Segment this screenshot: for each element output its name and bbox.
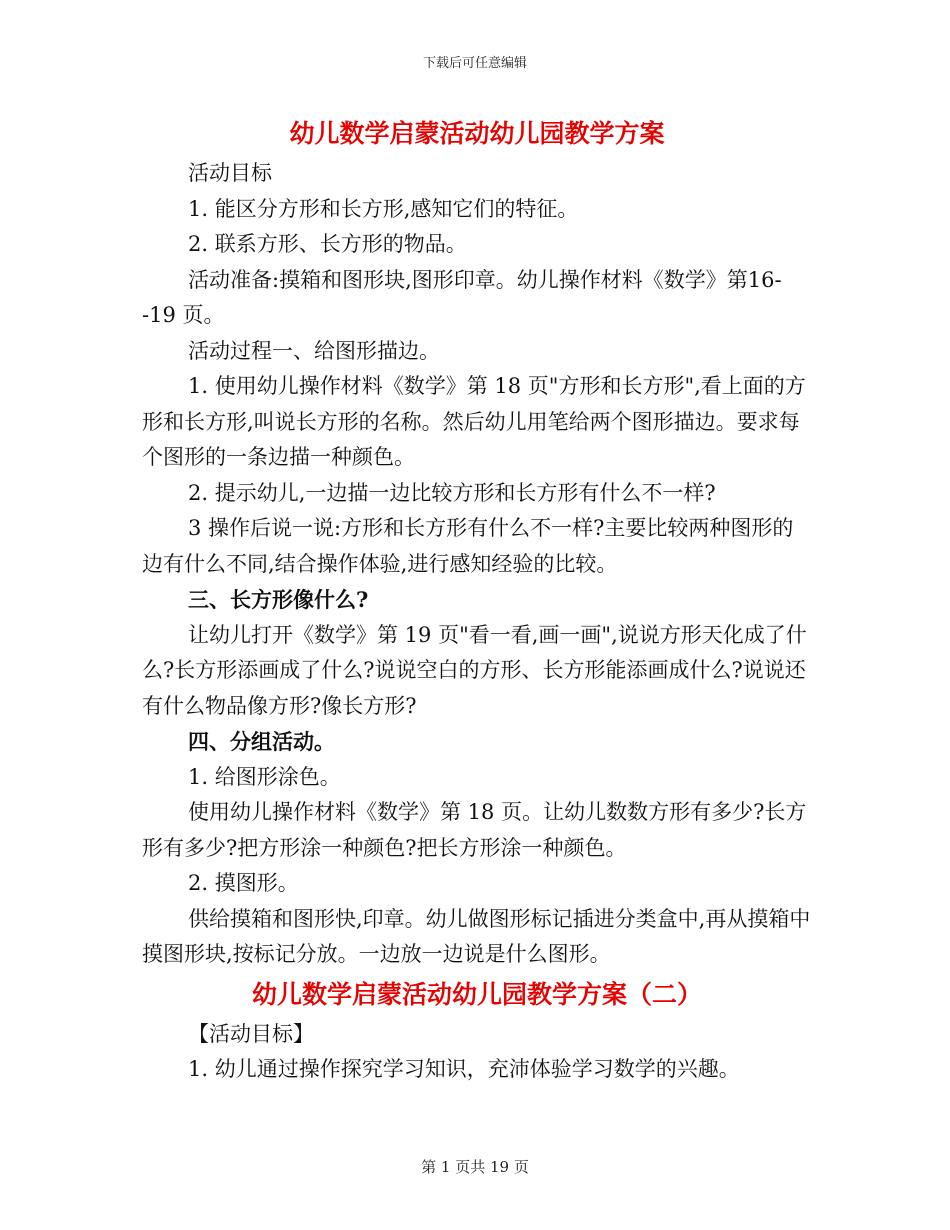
section-heading: 【活动目标】	[188, 1021, 314, 1046]
paragraph: 活动过程一、给图形描边。	[188, 338, 440, 363]
paragraph: 1. 幼儿通过操作探究学习知识，充沛体验学习数学的兴趣。	[188, 1057, 740, 1081]
paragraph: 3 操作后说一说:方形和长方形有什么不一样?主要比较两种图形的边有什么不同,结合操作体验,进行感知经验的比较。	[142, 516, 794, 576]
document-title: 幼儿数学启蒙活动幼儿园教学方案	[289, 119, 665, 148]
paragraph: 2. 联系方形、长方形的物品。	[188, 232, 467, 256]
paragraph: 2. 提示幼儿,一边描一边比较方形和长方形有什么不一样?	[188, 480, 716, 505]
paragraph: 1. 能区分方形和长方形,感知它们的特征。	[188, 196, 579, 221]
page-footer: 第 1 页共 19 页	[421, 1158, 529, 1176]
section-heading: 三、长方形像什么?	[188, 587, 369, 612]
paragraph: 供给摸箱和图形快,印章。幼儿做图形标记插进分类盒中,再从摸箱中摸图形块,按标记分放。一边放一边说是什么图形。	[142, 906, 811, 966]
section-heading: 活动目标	[188, 161, 272, 185]
document-subtitle: 幼儿数学启蒙活动幼儿园教学方案（二）	[251, 979, 702, 1009]
document-body	[142, 112, 812, 1088]
section-heading: 四、分组活动。	[188, 729, 335, 754]
page-header: 下载后可任意编辑	[422, 56, 527, 71]
paragraph: 1. 使用幼儿操作材料《数学》第 18 页"方形和长方形",看上面的方形和长方形,叫说长方形的名称。然后幼儿用笔给两个图形描边。要求每个图形的一条边描一种颜色。	[142, 374, 806, 469]
paragraph: 活动准备:摸箱和图形块,图形印章。幼儿操作材料《数学》第16--19 页。	[142, 267, 782, 327]
paragraph: 让幼儿打开《数学》第 19 页"看一看,画一画",说说方形天化成了什么?长方形添画成了什么?说说空白的方形、长方形能添画成什么?说说还有什么物品像方形?像长方形?	[142, 622, 807, 718]
paragraph: 2. 摸图形。	[188, 871, 299, 895]
paragraph: 使用幼儿操作材料《数学》第 18 页。让幼儿数数方形有多少?长方形有多少?把方形涂一种颜色?把长方形涂一种颜色。	[142, 800, 807, 860]
paragraph: 1. 给图形涂色。	[188, 764, 341, 789]
